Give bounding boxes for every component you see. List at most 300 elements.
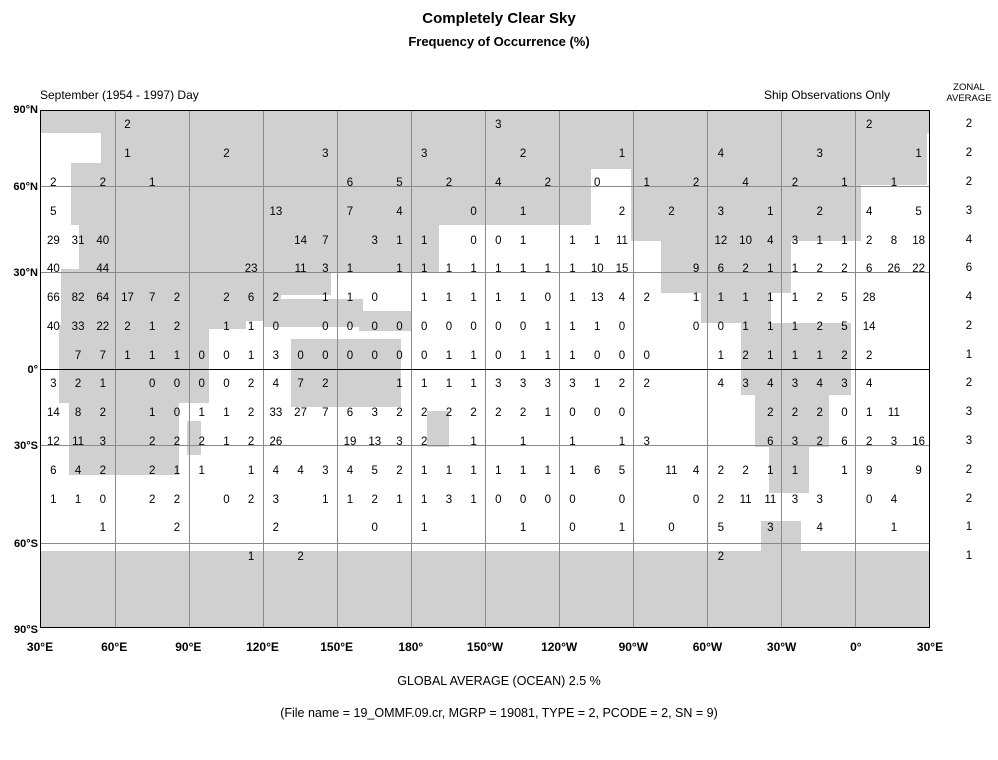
lon-label: 60°W bbox=[692, 640, 723, 654]
heatmap-cell: 1 bbox=[890, 176, 898, 189]
heatmap-cell: 26 bbox=[269, 435, 283, 448]
heatmap-cell: 7 bbox=[297, 378, 304, 391]
heatmap-cell: 4 bbox=[396, 205, 403, 218]
heatmap-cell: 0 bbox=[618, 320, 626, 333]
heatmap-cell: 4 bbox=[767, 234, 774, 247]
heatmap-cell: 1 bbox=[519, 435, 527, 448]
zonal-average-header bbox=[940, 82, 998, 104]
heatmap-cell: 2 bbox=[519, 148, 527, 161]
heatmap-cell: 0 bbox=[322, 320, 329, 333]
heatmap-cell: 2 bbox=[173, 435, 181, 448]
heatmap-cell: 1 bbox=[791, 292, 799, 305]
heatmap-cell: 1 bbox=[445, 464, 453, 477]
heatmap-cell: 0 bbox=[396, 349, 403, 362]
heatmap-cell: 4 bbox=[74, 464, 82, 477]
heatmap-cell: 2 bbox=[841, 349, 848, 362]
heatmap-cell: 2 bbox=[99, 464, 106, 477]
heatmap-cell: 2 bbox=[816, 292, 823, 305]
heatmap-cell: 4 bbox=[865, 378, 873, 391]
heatmap-cell: 0 bbox=[569, 493, 576, 506]
heatmap-cell: 1 bbox=[420, 378, 428, 391]
zonal-average-value: 3 bbox=[965, 434, 973, 447]
heatmap-cell: 33 bbox=[71, 320, 85, 333]
heatmap-cell: 2 bbox=[247, 493, 255, 506]
heatmap-cell: 2 bbox=[717, 551, 725, 564]
heatmap-cell: 13 bbox=[368, 435, 382, 448]
heatmap-cell: 3 bbox=[791, 378, 799, 391]
heatmap-cell: 1 bbox=[717, 292, 725, 305]
heatmap-cell: 2 bbox=[816, 320, 823, 333]
heatmap-cell: 4 bbox=[890, 493, 898, 506]
heatmap-cell: 1 bbox=[841, 464, 848, 477]
heatmap-cell: 2 bbox=[791, 176, 799, 189]
heatmap-cell: 2 bbox=[742, 464, 749, 477]
zonal-average-value: 1 bbox=[965, 521, 973, 534]
heatmap-cell: 1 bbox=[519, 464, 527, 477]
heatmap-cell: 1 bbox=[445, 292, 453, 305]
heatmap-cell: 0 bbox=[322, 349, 329, 362]
heatmap-cell: 66 bbox=[46, 292, 60, 305]
heatmap-cell: 1 bbox=[915, 148, 922, 161]
global-average-label: GLOBAL AVERAGE (OCEAN) 2.5 % bbox=[397, 674, 601, 688]
heatmap-cell: 11 bbox=[615, 234, 628, 247]
zonal-average-value: 1 bbox=[965, 550, 973, 563]
heatmap-cell: 1 bbox=[198, 464, 205, 477]
heatmap-cell: 2 bbox=[544, 176, 551, 189]
heatmap-cell: 2 bbox=[371, 493, 378, 506]
lon-label: 90°E bbox=[175, 640, 202, 654]
heatmap-cell: 0 bbox=[594, 407, 601, 420]
heatmap-cell: 1 bbox=[742, 292, 749, 305]
heatmap-cell: 0 bbox=[618, 407, 626, 420]
lon-label: 60°E bbox=[101, 640, 128, 654]
heatmap-cell: 0 bbox=[272, 320, 280, 333]
heatmap-cell: 0 bbox=[470, 205, 477, 218]
heatmap-cell: 2 bbox=[643, 292, 650, 305]
heatmap-cell: 1 bbox=[519, 522, 527, 535]
heatmap-cell: 3 bbox=[791, 493, 799, 506]
zonal-average-value: 2 bbox=[965, 175, 973, 188]
heatmap-cell: 13 bbox=[269, 205, 283, 218]
heatmap-cell: 4 bbox=[346, 464, 354, 477]
heatmap-cell: 1 bbox=[791, 349, 799, 362]
heatmap-cell: 1 bbox=[791, 464, 799, 477]
heatmap-cell: 31 bbox=[71, 234, 85, 247]
heatmap-cell: 3 bbox=[322, 148, 329, 161]
heatmap-cell: 2 bbox=[198, 435, 205, 448]
heatmap-cell: 3 bbox=[495, 378, 502, 391]
heatmap-cell: 0 bbox=[594, 176, 601, 189]
zonal-header-line2: AVERAGE bbox=[946, 93, 992, 104]
heatmap-cell: 1 bbox=[544, 320, 551, 333]
heatmap-cell: 5 bbox=[371, 464, 378, 477]
heatmap-cell: 3 bbox=[569, 378, 576, 391]
heatmap-cell: 3 bbox=[371, 234, 378, 247]
heatmap-cell: 0 bbox=[544, 493, 551, 506]
heatmap-cell: 2 bbox=[223, 292, 230, 305]
heatmap-cell: 33 bbox=[269, 407, 283, 420]
heatmap-cell: 1 bbox=[519, 205, 527, 218]
heatmap-cell: 2 bbox=[865, 435, 873, 448]
heatmap-cell: 2 bbox=[791, 407, 799, 420]
heatmap-cell: 1 bbox=[247, 551, 255, 564]
heatmap-cell: 1 bbox=[420, 292, 428, 305]
lon-label: 30°E bbox=[26, 640, 54, 654]
heatmap-cell: 5 bbox=[841, 292, 848, 305]
heatmap-cell: 0 bbox=[544, 292, 551, 305]
heatmap-cell: 1 bbox=[816, 234, 823, 247]
heatmap-cell: 1 bbox=[396, 263, 403, 276]
lon-label: 180° bbox=[398, 640, 424, 654]
heatmap-cell: 0 bbox=[692, 320, 700, 333]
zonal-header-line1: ZONAL bbox=[953, 82, 985, 93]
heatmap-cell: 29 bbox=[46, 234, 60, 247]
heatmap-cell: 1 bbox=[569, 320, 576, 333]
heatmap-cell: 0 bbox=[668, 522, 675, 535]
heatmap-cell: 7 bbox=[99, 349, 106, 362]
heatmap-cell: 1 bbox=[445, 263, 453, 276]
heatmap-cell: 0 bbox=[198, 349, 205, 362]
heatmap-cell: 1 bbox=[569, 292, 576, 305]
heatmap-cell: 1 bbox=[149, 349, 156, 362]
heatmap-cell: 1 bbox=[223, 435, 230, 448]
heatmap-cell: 1 bbox=[594, 320, 601, 333]
heatmap-cell: 5 bbox=[396, 176, 403, 189]
heatmap-cell: 1 bbox=[717, 349, 725, 362]
heatmap-cell: 1 bbox=[247, 320, 255, 333]
heatmap-cell: 1 bbox=[841, 234, 848, 247]
heatmap-cell: 1 bbox=[470, 493, 477, 506]
heatmap-cell: 11 bbox=[739, 493, 752, 506]
heatmap-cell: 0 bbox=[371, 349, 378, 362]
heatmap-cell: 5 bbox=[915, 205, 922, 218]
heatmap-cell: 1 bbox=[470, 349, 477, 362]
heatmap-cell: 4 bbox=[816, 522, 823, 535]
heatmap-cell: 1 bbox=[470, 435, 477, 448]
heatmap-cell: 3 bbox=[396, 435, 403, 448]
heatmap-cell: 1 bbox=[445, 378, 453, 391]
heatmap-cell: 0 bbox=[223, 493, 230, 506]
heatmap-cell: 2 bbox=[322, 378, 329, 391]
heatmap-cell: 5 bbox=[50, 205, 57, 218]
heatmap-cell: 9 bbox=[692, 263, 700, 276]
heatmap-cell: 0 bbox=[519, 320, 527, 333]
heatmap-cell: 2 bbox=[519, 407, 527, 420]
zonal-average-value: 2 bbox=[965, 377, 973, 390]
heatmap-cell: 2 bbox=[173, 292, 181, 305]
heatmap-cell: 1 bbox=[767, 320, 774, 333]
heatmap-cell: 11 bbox=[764, 493, 777, 506]
heatmap-cell: 0 bbox=[223, 349, 230, 362]
heatmap-cell: 4 bbox=[717, 148, 725, 161]
heatmap-cell: 3 bbox=[717, 205, 725, 218]
heatmap-cell: 2 bbox=[767, 407, 774, 420]
heatmap-cell: 0 bbox=[495, 234, 502, 247]
heatmap-cell: 1 bbox=[569, 263, 576, 276]
heatmap-cell: 3 bbox=[272, 349, 280, 362]
heatmap-cell: 1 bbox=[544, 464, 551, 477]
heatmap-cell: 7 bbox=[346, 205, 354, 218]
heatmap-cell: 0 bbox=[643, 349, 650, 362]
heatmap-cell: 3 bbox=[742, 378, 749, 391]
lat-label-30N: 30°N bbox=[13, 267, 38, 279]
heatmap-cell: 4 bbox=[297, 464, 304, 477]
filename-label: (File name = 19_OMMF.09.cr, MGRP = 19081, TYPE = 2, PCODE = 2, SN = 9) bbox=[280, 706, 718, 720]
heatmap-cell: 2 bbox=[149, 435, 156, 448]
lat-label-0: 0° bbox=[27, 364, 38, 376]
heatmap-cell: 1 bbox=[519, 349, 527, 362]
heatmap-cell: 1 bbox=[149, 320, 156, 333]
heatmap-cell: 1 bbox=[198, 407, 205, 420]
heatmap-cell: 3 bbox=[791, 435, 799, 448]
heatmap-cell: 2 bbox=[865, 119, 873, 132]
heatmap-cell: 10 bbox=[590, 263, 604, 276]
heatmap-cell: 0 bbox=[865, 493, 873, 506]
heatmap-cell: 2 bbox=[643, 378, 650, 391]
heatmap-cell: 1 bbox=[767, 205, 774, 218]
heatmap-cell: 6 bbox=[717, 263, 725, 276]
heatmap-cell: 5 bbox=[717, 522, 725, 535]
heatmap-cell: 1 bbox=[692, 292, 700, 305]
heatmap-cell: 18 bbox=[912, 234, 926, 247]
heatmap-cell: 1 bbox=[420, 234, 428, 247]
heatmap-cell: 6 bbox=[767, 435, 774, 448]
world-map-heatmap bbox=[40, 110, 930, 628]
heatmap-cell: 1 bbox=[519, 263, 527, 276]
heatmap-cell bbox=[922, 235, 930, 247]
lat-label-30S: 30°S bbox=[14, 440, 38, 452]
heatmap-cell: 44 bbox=[96, 263, 110, 276]
heatmap-cell: 1 bbox=[742, 320, 749, 333]
heatmap-cell: 1 bbox=[99, 522, 106, 535]
lon-label: 30°E bbox=[916, 640, 944, 654]
heatmap-value-grid bbox=[41, 111, 930, 628]
heatmap-cell: 3 bbox=[322, 464, 329, 477]
heatmap-cell: 2 bbox=[470, 407, 477, 420]
lon-label: 30°W bbox=[766, 640, 797, 654]
page-subtitle: Frequency of Occurrence (%) bbox=[408, 34, 590, 49]
heatmap-cell: 1 bbox=[173, 464, 181, 477]
zonal-average-value: 4 bbox=[965, 291, 973, 304]
heatmap-cell: 2 bbox=[420, 407, 428, 420]
heatmap-cell: 1 bbox=[791, 263, 799, 276]
heatmap-cell: 1 bbox=[816, 349, 823, 362]
heatmap-cell: 1 bbox=[420, 522, 428, 535]
heatmap-cell: 4 bbox=[692, 464, 700, 477]
heatmap-cell: 0 bbox=[173, 407, 181, 420]
heatmap-cell: 1 bbox=[124, 148, 131, 161]
heatmap-cell: 5 bbox=[841, 320, 848, 333]
lat-label-90N: 90°N bbox=[13, 104, 38, 116]
heatmap-cell: 3 bbox=[544, 378, 551, 391]
heatmap-cell: 2 bbox=[445, 407, 453, 420]
heatmap-cell: 2 bbox=[149, 493, 156, 506]
heatmap-cell: 2 bbox=[272, 522, 280, 535]
heatmap-cell: 9 bbox=[915, 464, 922, 477]
page-title: Completely Clear Sky bbox=[422, 10, 576, 27]
heatmap-cell: 1 bbox=[149, 407, 156, 420]
heatmap-cell: 6 bbox=[50, 464, 57, 477]
heatmap-cell: 1 bbox=[346, 493, 354, 506]
heatmap-cell: 12 bbox=[714, 234, 728, 247]
heatmap-cell: 1 bbox=[74, 493, 82, 506]
heatmap-cell: 1 bbox=[470, 263, 477, 276]
heatmap-cell: 1 bbox=[569, 464, 576, 477]
lon-label: 120°E bbox=[246, 640, 279, 654]
heatmap-cell: 2 bbox=[816, 263, 823, 276]
zonal-average-value: 1 bbox=[965, 348, 973, 361]
heatmap-cell: 28 bbox=[862, 292, 876, 305]
heatmap-cell: 3 bbox=[445, 493, 453, 506]
heatmap-cell: 2 bbox=[816, 205, 823, 218]
heatmap-cell: 1 bbox=[173, 349, 181, 362]
heatmap-cell: 10 bbox=[739, 234, 752, 247]
heatmap-cell: 2 bbox=[99, 407, 106, 420]
heatmap-cell: 14 bbox=[862, 320, 876, 333]
zonal-average-value: 4 bbox=[965, 233, 973, 246]
heatmap-cell: 1 bbox=[519, 292, 527, 305]
heatmap-cell: 2 bbox=[50, 176, 57, 189]
heatmap-cell: 2 bbox=[816, 435, 823, 448]
heatmap-cell: 2 bbox=[247, 378, 255, 391]
heatmap-cell: 0 bbox=[420, 349, 428, 362]
heatmap-cell: 7 bbox=[322, 234, 329, 247]
heatmap-cell: 0 bbox=[396, 320, 403, 333]
heatmap-cell: 1 bbox=[470, 292, 477, 305]
heatmap-cell: 2 bbox=[618, 205, 626, 218]
heatmap-cell: 0 bbox=[470, 320, 477, 333]
lon-label: 90°W bbox=[618, 640, 649, 654]
heatmap-cell: 1 bbox=[594, 234, 601, 247]
heatmap-cell: 2 bbox=[149, 464, 156, 477]
heatmap-cell: 7 bbox=[74, 349, 82, 362]
heatmap-cell: 40 bbox=[96, 234, 110, 247]
heatmap-cell: 23 bbox=[244, 263, 258, 276]
heatmap-cell: 0 bbox=[420, 320, 428, 333]
heatmap-cell: 2 bbox=[247, 435, 255, 448]
heatmap-cell: 6 bbox=[865, 263, 873, 276]
heatmap-cell: 14 bbox=[46, 407, 60, 420]
zonal-average-value: 3 bbox=[965, 204, 973, 217]
heatmap-cell: 0 bbox=[618, 349, 626, 362]
heatmap-cell: 3 bbox=[643, 435, 650, 448]
heatmap-cell: 1 bbox=[420, 464, 428, 477]
heatmap-cell: 1 bbox=[618, 522, 626, 535]
heatmap-cell: 3 bbox=[50, 378, 57, 391]
heatmap-cell: 1 bbox=[124, 349, 131, 362]
heatmap-cell: 3 bbox=[272, 493, 280, 506]
heatmap-cell: 11 bbox=[72, 435, 85, 448]
heatmap-cell: 0 bbox=[371, 292, 378, 305]
heatmap-cell: 1 bbox=[50, 493, 57, 506]
heatmap-cell: 0 bbox=[173, 378, 181, 391]
heatmap-cell: 2 bbox=[445, 176, 453, 189]
heatmap-cell: 1 bbox=[643, 176, 650, 189]
heatmap-cell: 3 bbox=[841, 378, 848, 391]
heatmap-cell: 82 bbox=[71, 292, 85, 305]
heatmap-cell: 3 bbox=[890, 435, 898, 448]
heatmap-cell: 4 bbox=[495, 176, 502, 189]
heatmap-cell: 1 bbox=[594, 378, 601, 391]
heatmap-cell: 3 bbox=[495, 119, 502, 132]
heatmap-cell: 8 bbox=[890, 234, 898, 247]
heatmap-cell: 1 bbox=[247, 464, 255, 477]
heatmap-cell: 1 bbox=[149, 176, 156, 189]
heatmap-cell: 1 bbox=[519, 234, 527, 247]
heatmap-cell: 1 bbox=[495, 263, 502, 276]
heatmap-cell: 22 bbox=[96, 320, 110, 333]
heatmap-cell: 1 bbox=[890, 522, 898, 535]
heatmap-cell: 1 bbox=[322, 292, 329, 305]
heatmap-cell: 0 bbox=[223, 378, 230, 391]
heatmap-cell: 3 bbox=[371, 407, 378, 420]
heatmap-cell: 2 bbox=[173, 493, 181, 506]
heatmap-cell: 0 bbox=[495, 320, 502, 333]
heatmap-cell: 1 bbox=[791, 320, 799, 333]
heatmap-cell: 16 bbox=[912, 435, 926, 448]
zonal-average-value: 2 bbox=[965, 118, 973, 131]
heatmap-cell: 2 bbox=[124, 320, 131, 333]
heatmap-cell: 3 bbox=[322, 263, 329, 276]
heatmap-cell: 1 bbox=[495, 464, 502, 477]
heatmap-cell: 2 bbox=[272, 292, 280, 305]
heatmap-cell: 1 bbox=[346, 263, 354, 276]
heatmap-cell: 8 bbox=[74, 407, 82, 420]
heatmap-cell: 19 bbox=[343, 435, 357, 448]
heatmap-cell: 0 bbox=[198, 378, 205, 391]
heatmap-cell: 2 bbox=[865, 234, 873, 247]
heatmap-cell: 1 bbox=[223, 407, 230, 420]
heatmap-cell bbox=[922, 263, 930, 275]
heatmap-cell: 4 bbox=[717, 378, 725, 391]
lat-label-90S: 90°S bbox=[14, 624, 38, 636]
heatmap-cell: 2 bbox=[297, 551, 304, 564]
heatmap-cell: 1 bbox=[767, 349, 774, 362]
zonal-average-value: 2 bbox=[965, 147, 973, 160]
heatmap-cell: 1 bbox=[767, 292, 774, 305]
heatmap-cell: 2 bbox=[74, 378, 82, 391]
heatmap-cell: 0 bbox=[618, 493, 626, 506]
heatmap-cell: 1 bbox=[767, 263, 774, 276]
heatmap-cell: 0 bbox=[569, 522, 576, 535]
heatmap-cell: 1 bbox=[569, 234, 576, 247]
heatmap-cell: 40 bbox=[46, 263, 60, 276]
heatmap-cell: 1 bbox=[396, 378, 403, 391]
heatmap-cell: 2 bbox=[396, 407, 403, 420]
heatmap-cell: 4 bbox=[272, 378, 280, 391]
heatmap-cell: 0 bbox=[346, 320, 354, 333]
heatmap-cell: 1 bbox=[396, 493, 403, 506]
heatmap-cell: 1 bbox=[569, 349, 576, 362]
lat-label-60N: 60°N bbox=[13, 181, 38, 193]
heatmap-cell: 3 bbox=[420, 148, 428, 161]
heatmap-cell: 0 bbox=[717, 320, 725, 333]
heatmap-cell: 0 bbox=[445, 320, 453, 333]
heatmap-cell: 0 bbox=[371, 522, 378, 535]
heatmap-cell: 1 bbox=[495, 292, 502, 305]
period-label: September (1954 - 1997) Day bbox=[40, 88, 199, 102]
heatmap-cell: 2 bbox=[173, 522, 181, 535]
heatmap-cell: 1 bbox=[420, 263, 428, 276]
heatmap-cell: 7 bbox=[149, 292, 156, 305]
heatmap-cell: 2 bbox=[124, 119, 131, 132]
heatmap-cell: 7 bbox=[322, 407, 329, 420]
heatmap-cell: 1 bbox=[470, 378, 477, 391]
heatmap-cell: 0 bbox=[495, 493, 502, 506]
heatmap-cell: 27 bbox=[294, 407, 307, 420]
heatmap-cell: 11 bbox=[665, 464, 678, 477]
heatmap-cell: 11 bbox=[294, 263, 307, 276]
